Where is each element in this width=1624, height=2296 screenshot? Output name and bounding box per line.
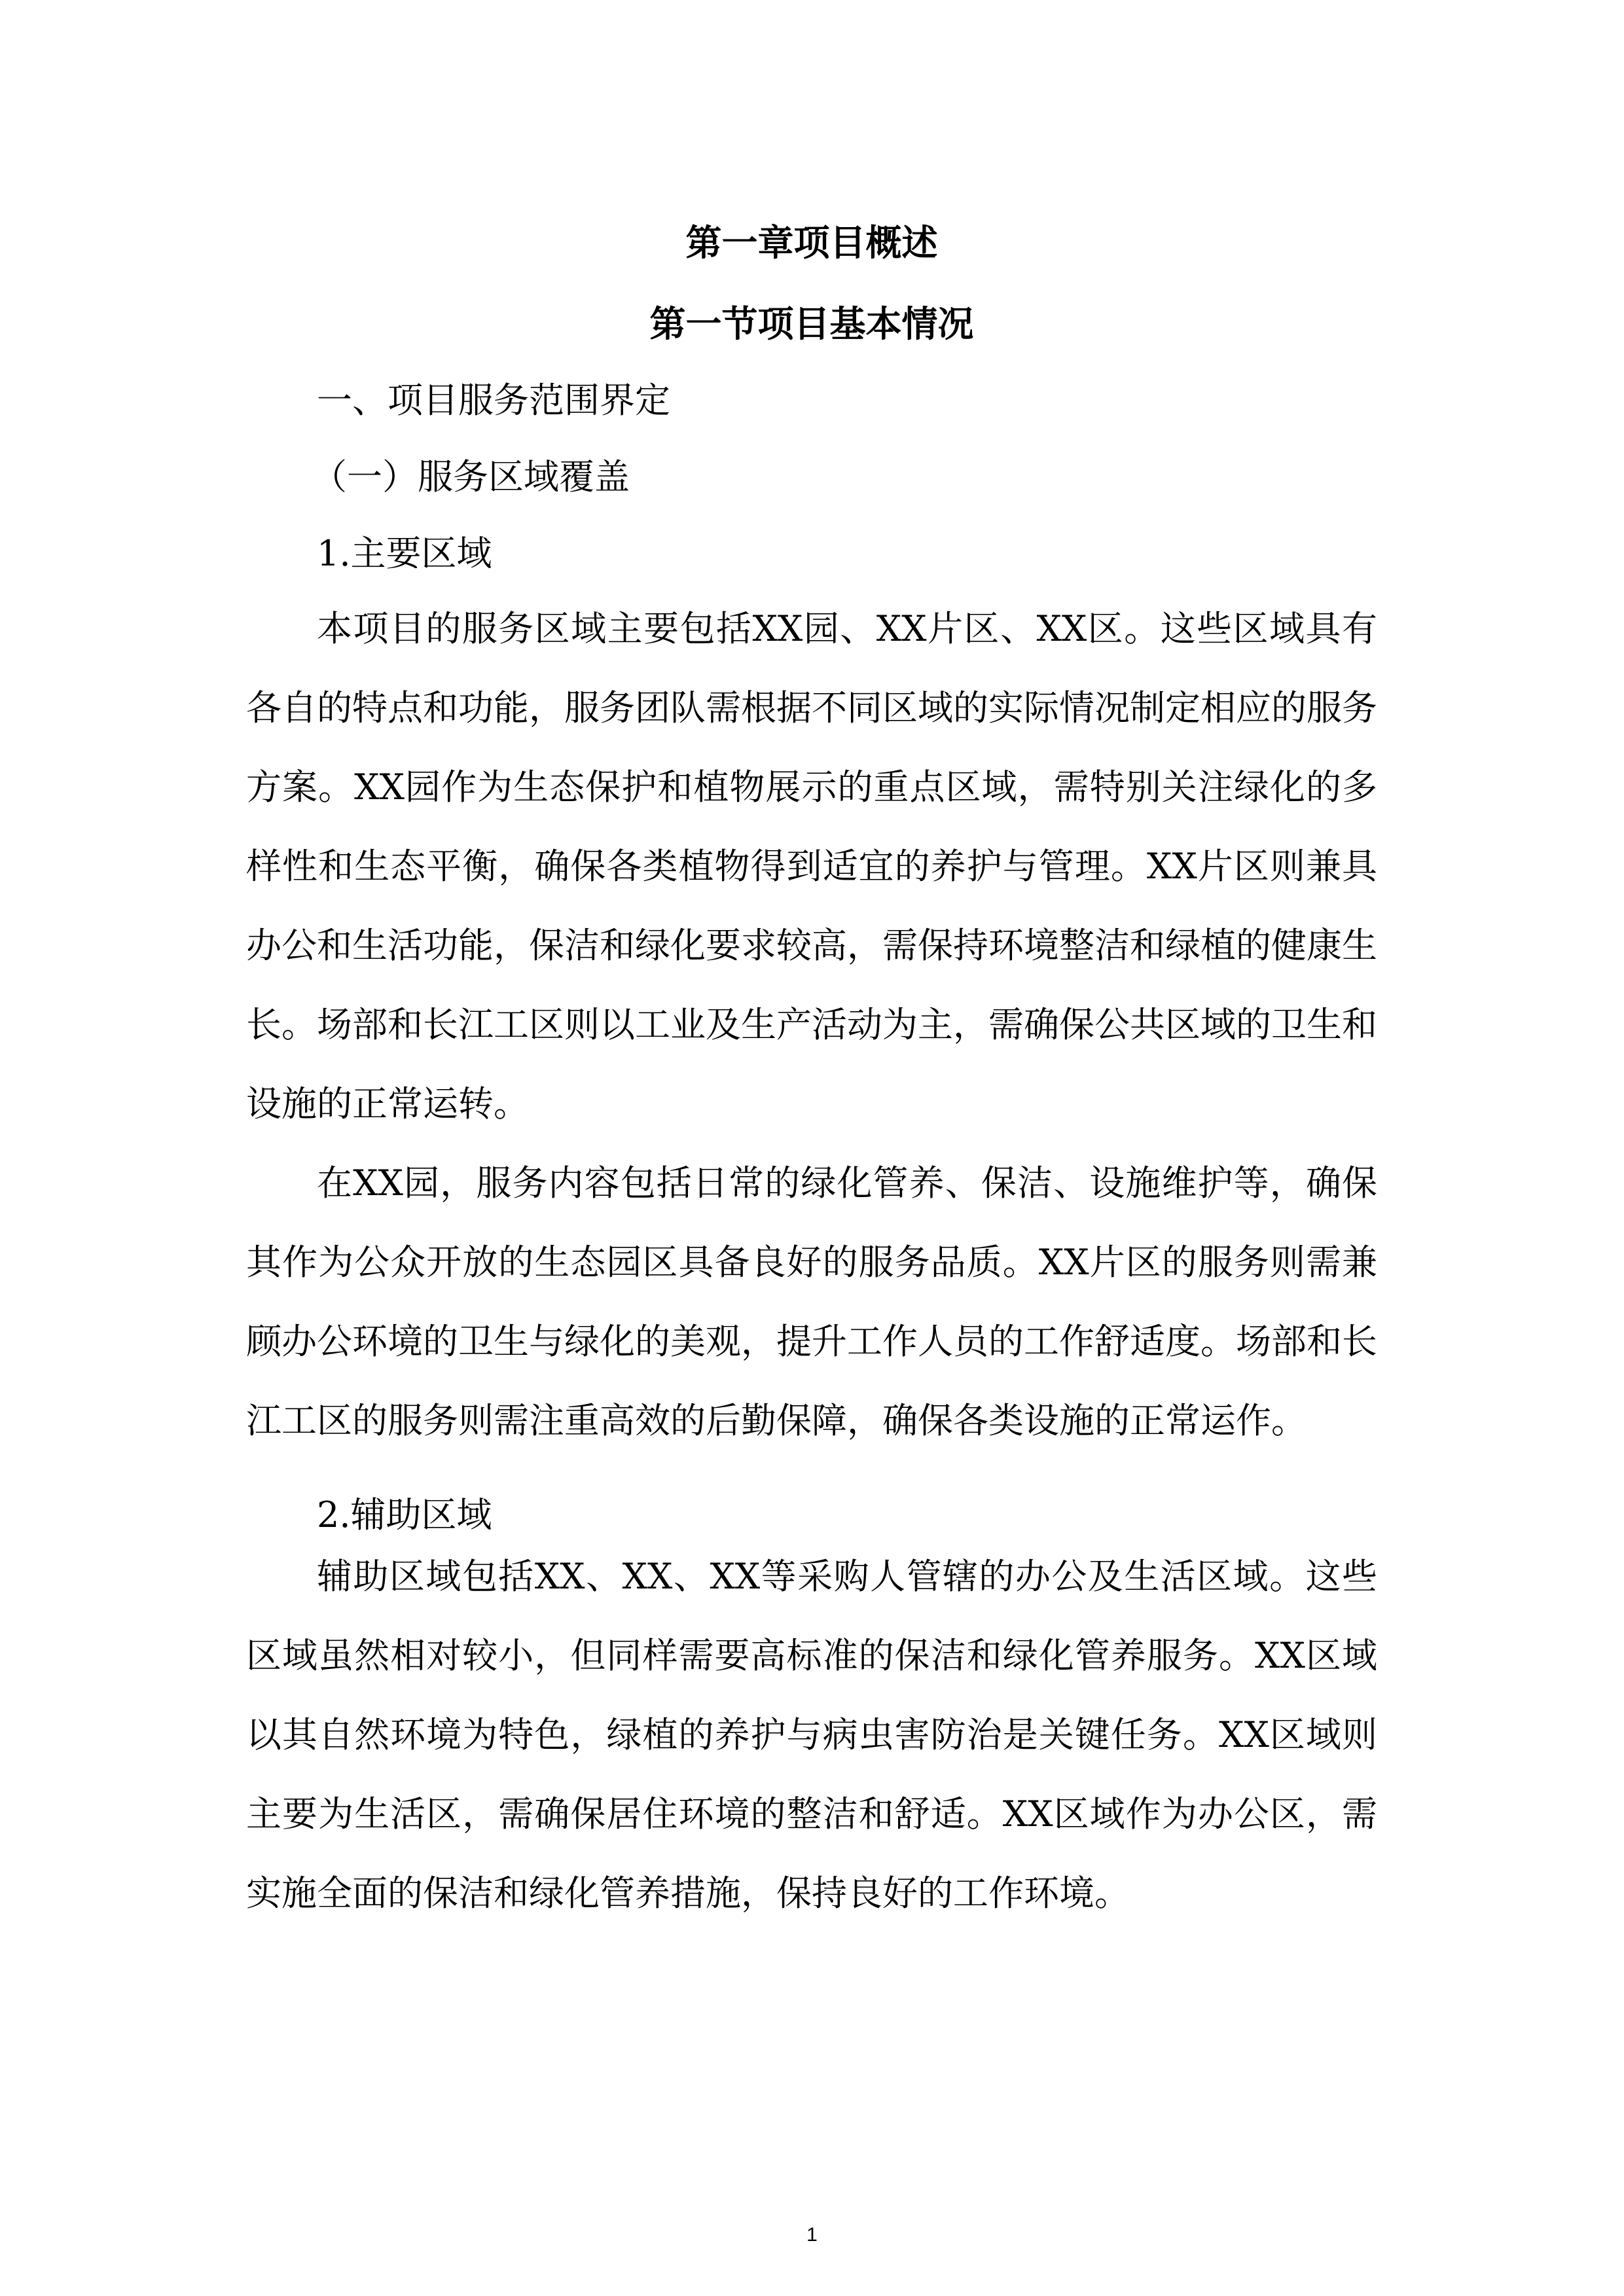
heading-service-scope: 一、项目服务范围界定	[317, 380, 670, 421]
subheading-auxiliary-area: 2.辅助区域	[317, 1494, 492, 1536]
page-number: 1	[806, 2224, 818, 2246]
paragraph-auxiliary-area: 辅助区域包括XX、XX、XX等采购人管辖的办公及生活区域。这些区域虽然相对较小，但同样需要高标准的保洁和绿化管养服务。XX区域以其自然环境为特色，绿植的养护与病虫害防治是关键任务。XX区域则主要为生活区，需确保居住环境的整洁和舒适。XX区域作为办公区，需实施全面的保洁和绿化管养措施，保持良好的工作环境。	[246, 1556, 1377, 1914]
heading-service-area: （一）服务区域覆盖	[312, 456, 630, 497]
subheading-main-area: 1.主要区域	[317, 532, 492, 574]
paragraph-main-area: 本项目的服务区域主要包括XX园、XX片区、XX区。这些区域具有各自的特点和功能，服务团队需根据不同区域的实际情况制定相应的服务方案。XX园作为生态保护和植物展示的重点区域，需特别关注绿化的多样性和生态平衡，确保各类植物得到适宜的养护与管理。XX片区则兼具办公和生活功能，保洁和绿化要求较高，需保持环境整洁和绿植的健康生长。场部和长江工区则以工业及生产活动为主，需确保公共区域的卫生和设施的正常运转。	[246, 608, 1377, 1125]
paragraph-service-content: 在XX园，服务内容包括日常的绿化管养、保洁、设施维护等，确保其作为公众开放的生态园区具备良好的服务品质。XX片区的服务则需兼顾办公环境的卫生与绿化的美观，提升工作人员的工作舒适度。场部和长江工区的服务则需注重高效的后勤保障，确保各类设施的正常运作。	[246, 1162, 1377, 1442]
section-title: 第一节项目基本情况	[649, 303, 974, 345]
page-content	[246, 209, 1377, 1933]
chapter-title: 第一章项目概述	[685, 222, 938, 264]
